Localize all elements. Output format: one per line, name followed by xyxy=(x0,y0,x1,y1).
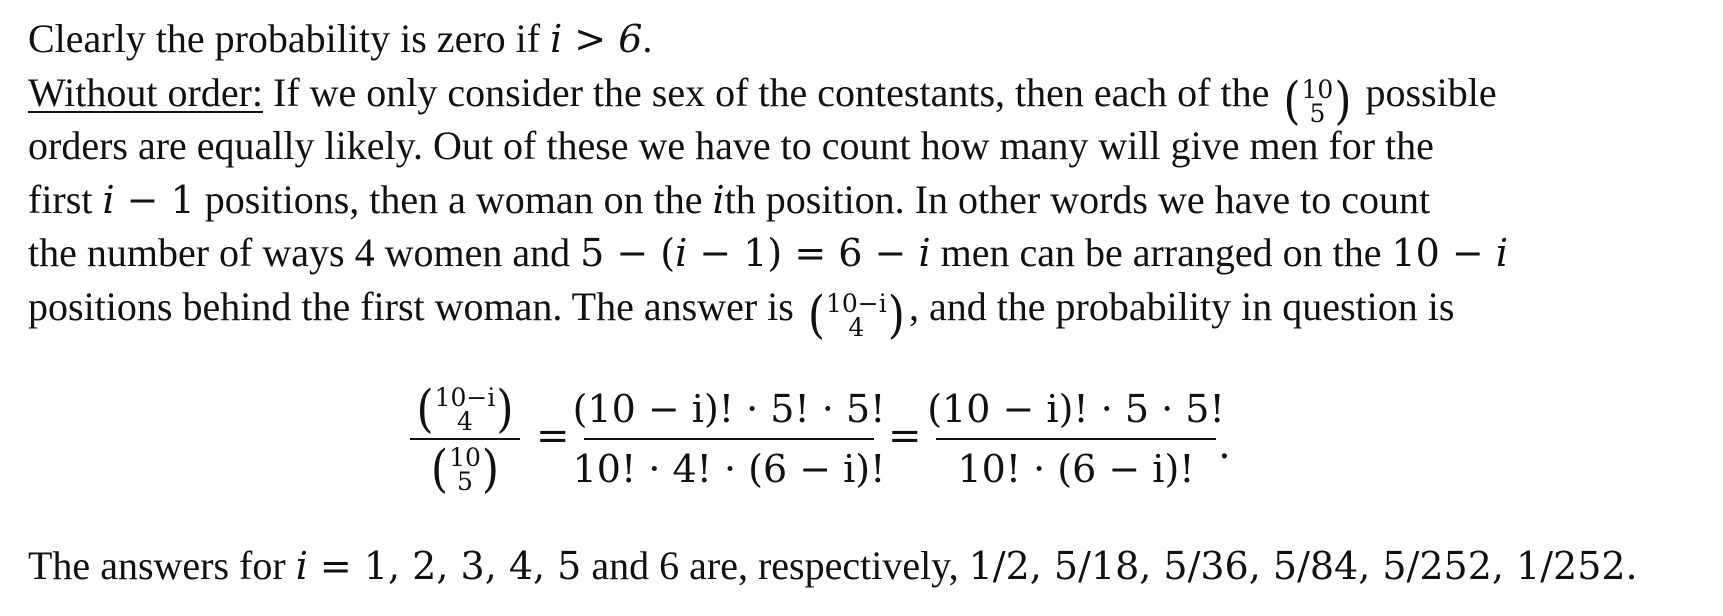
math-inline: i xyxy=(295,544,308,588)
binom-bottom: 5 xyxy=(1309,99,1326,129)
text-segment: the number of ways 4 women and xyxy=(28,230,581,275)
left-paren: ( xyxy=(807,286,825,345)
line-4 xyxy=(28,173,1708,227)
right-paren: ) xyxy=(1334,72,1352,131)
text-segment: th position. In other words we have to count xyxy=(724,176,1431,222)
binom-top: 10 xyxy=(1301,75,1334,105)
section-heading-underlined: Without order: xyxy=(28,69,263,115)
math-inline: 5 − ( xyxy=(580,231,676,275)
text-segment: positions behind the first woman. The answer is xyxy=(28,283,804,329)
binom-bottom: 4 xyxy=(457,406,473,436)
fraction-numerator: (10 − i)! · 5! · 5! xyxy=(572,387,886,431)
fraction-numerator: (10 − i)! · 5 · 5! xyxy=(927,387,1225,431)
left-paren: ( xyxy=(1283,72,1301,131)
text-segment: . xyxy=(642,16,653,61)
left-paren: ( xyxy=(416,379,434,439)
line-5 xyxy=(28,226,1708,280)
equation-period: . xyxy=(1218,422,1231,468)
math-inline: i xyxy=(1495,231,1509,275)
math-inline: i xyxy=(918,231,931,275)
answer-values: 1/2, 5/18, 5/36, 5/84, 5/252, 1/252. xyxy=(968,544,1638,588)
fraction-factorials-1 xyxy=(572,380,886,498)
text-segment: possible xyxy=(1355,69,1497,115)
math-inline: i xyxy=(712,177,725,222)
binomial-10-5 xyxy=(430,439,500,499)
text-segment: and 6 are, respectively, xyxy=(581,543,969,588)
equals-sign: = xyxy=(888,413,922,459)
text-segment: , and the probability in question is xyxy=(908,283,1455,329)
fraction-numerator xyxy=(412,380,517,438)
line-6 xyxy=(28,280,1708,345)
binomial-10-5 xyxy=(1283,71,1352,131)
binomial-10-minus-i-4 xyxy=(416,379,514,439)
text-segment: men can be arranged on the xyxy=(930,230,1392,275)
math-inline: = 1, 2, 3, 4, 5 xyxy=(307,544,582,588)
binomial-10-minus-i-4 xyxy=(807,285,905,345)
math-inline: i xyxy=(102,177,115,222)
math-inline: 10 − xyxy=(1391,231,1496,275)
line-2 xyxy=(28,66,1708,131)
line-1 xyxy=(28,12,1708,66)
text-segment: If we only consider the sex of the contestants, then each of the xyxy=(263,69,1280,115)
math-inline: − 1 xyxy=(114,177,195,222)
binom-top: 10−i xyxy=(434,382,496,412)
math-inline: i > 6 xyxy=(550,17,643,61)
fraction-denominator: 10! · 4! · (6 − i)! xyxy=(572,447,886,491)
fraction-factorials-2 xyxy=(927,380,1225,498)
answers-line xyxy=(28,542,1638,589)
display-equation xyxy=(0,380,1723,510)
text-body xyxy=(28,12,1708,345)
binom-bottom: 4 xyxy=(848,313,865,343)
math-inline: i xyxy=(675,231,688,275)
text-segment: The answers for xyxy=(28,543,296,588)
text-segment: positions, then a woman on the xyxy=(194,176,713,222)
binom-bottom: 5 xyxy=(457,466,473,496)
right-paren: ) xyxy=(887,286,905,345)
left-paren: ( xyxy=(430,439,449,499)
fraction-denominator: 10! · (6 − i)! xyxy=(957,447,1195,491)
right-paren: ) xyxy=(481,439,500,499)
right-paren: ) xyxy=(496,379,514,439)
binom-top: 10 xyxy=(449,442,481,472)
line-3: orders are equally likely. Out of these we have to count how many will give men for the xyxy=(28,123,1434,168)
math-inline: − 1) = 6 − xyxy=(687,231,919,275)
fraction-denominator xyxy=(427,440,503,498)
fraction-binomials xyxy=(410,380,520,498)
binom-top: 10−i xyxy=(826,289,887,319)
equals-sign: = xyxy=(536,413,570,459)
text-segment: first xyxy=(28,176,103,222)
text-segment: Clearly the probability is zero if xyxy=(28,16,551,61)
